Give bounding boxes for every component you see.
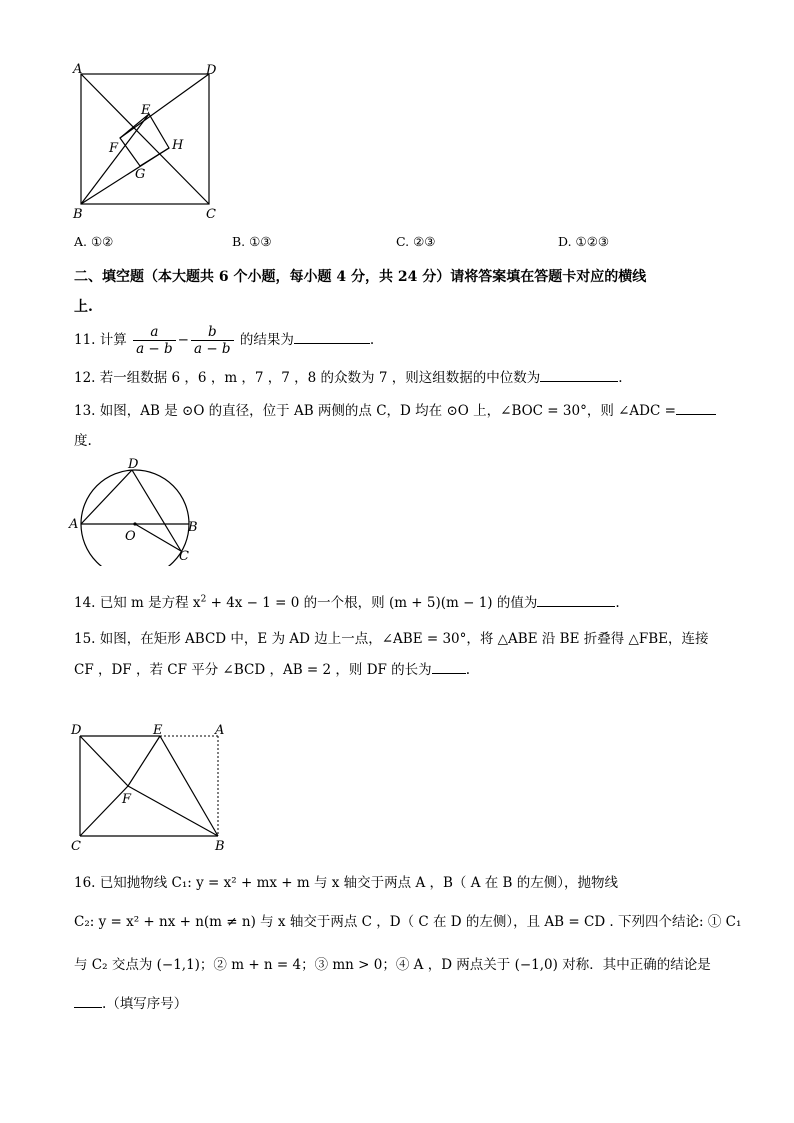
q12-answer-blank[interactable] — [540, 369, 618, 382]
option-c[interactable]: C. ②③ — [396, 234, 436, 249]
q13-text: 13. 如图，AB 是 ⊙O 的直径，位于 AB 两侧的点 C，D 均在 ⊙O 上，∠BOC = 30°，则 ∠ADC = — [74, 403, 676, 419]
q14-end: . — [615, 595, 620, 611]
label-E: E — [153, 723, 163, 738]
circle-figure — [66, 458, 206, 566]
q11-fraction-1 — [133, 324, 176, 357]
option-b[interactable]: B. ①③ — [232, 234, 272, 249]
label-C: C — [71, 839, 81, 854]
label-B: B — [73, 207, 83, 222]
q14-mid: + 4x − 1 = 0 的一个根，则 (m + 5)(m − 1) 的值为 — [206, 595, 538, 611]
q11-frac1-num: a — [133, 324, 176, 341]
square-figure — [70, 62, 230, 224]
label-A: A — [73, 62, 83, 77]
label-H: H — [172, 138, 184, 153]
line-E-B — [160, 736, 218, 836]
line-E-F — [128, 736, 160, 786]
q11-end: . — [369, 332, 375, 348]
question-13-line1 — [74, 402, 716, 420]
option-a[interactable]: A. ①② — [74, 234, 114, 249]
label-D: D — [128, 458, 139, 472]
question-16-line1: 16. 已知抛物线 C₁: y = x² + mx + m 与 x 轴交于两点 A ，B（ A 在 B 的左侧），抛物线 — [74, 875, 619, 891]
label-F: F — [109, 141, 119, 156]
question-15-line2 — [74, 661, 470, 679]
line-C-F — [80, 786, 128, 836]
q16-end: .（填写序号） — [102, 996, 188, 1012]
label-B: B — [215, 839, 225, 854]
label-A: A — [215, 723, 225, 738]
line-D-C — [132, 470, 181, 551]
question-13-line2: 度. — [74, 433, 92, 449]
q14-exponent: 2 — [200, 594, 207, 605]
q11-number: 11. — [74, 332, 96, 348]
line-A-H — [81, 74, 209, 204]
question-16-line2: C₂: y = x² + nx + n(m ≠ n) 与 x 轴交于两点 C ，D（ C 在 D 的左侧），且 AB = CD . 下列四个结论: ① C₁ — [74, 914, 742, 930]
line-D-F — [80, 736, 128, 786]
question-16-line4 — [74, 995, 187, 1013]
q11-pre: 计算 — [99, 332, 127, 348]
circle-O — [81, 470, 189, 566]
section-heading-line1: 二、填空题（本大题共 6 个小题，每小题 4 分，共 24 分）请将答案填在答题卡对应的横线 — [74, 269, 647, 285]
label-C: C — [206, 207, 216, 222]
label-D: D — [206, 63, 217, 78]
label-D: D — [71, 723, 82, 738]
label-E: E — [141, 103, 151, 118]
label-F: F — [122, 792, 132, 807]
line-O-C — [135, 524, 181, 551]
q15-answer-blank[interactable] — [432, 661, 466, 674]
label-G: G — [135, 167, 146, 182]
label-C: C — [179, 549, 189, 564]
option-d[interactable]: D. ①②③ — [558, 234, 610, 249]
section-heading-line2: 上. — [74, 299, 93, 315]
q14-answer-blank[interactable] — [537, 594, 615, 607]
q14-pre: 14. 已知 m 是方程 x — [74, 595, 201, 611]
line-D-F — [120, 74, 209, 138]
q15-text: CF ，DF ，若 CF 平分 ∠BCD ，AB = 2 ，则 DF 的长为 — [74, 662, 432, 678]
line-B-E — [81, 114, 149, 204]
q12-text: 12. 若一组数据 6 ，6 ，m ，7 ，7 ，8 的众数为 7 ，则这组数据的中位数为 — [74, 370, 541, 386]
q11-frac1-den: a − b — [136, 341, 173, 357]
q11-answer-blank[interactable] — [294, 331, 370, 344]
q13-answer-blank[interactable] — [676, 402, 716, 415]
question-12 — [74, 369, 623, 387]
q11-frac2-num: b — [191, 324, 234, 341]
q11-post: 的结果为 — [239, 332, 294, 348]
q11-minus: − — [177, 332, 189, 348]
q16-answer-blank[interactable] — [74, 995, 102, 1008]
label-O: O — [125, 529, 136, 544]
q11-fraction-2 — [191, 324, 234, 357]
question-15-line1: 15. 如图，在矩形 ABCD 中，E 为 AD 边上一点，∠ABE = 30°，将 △ABE 沿 BE 折叠得 △FBE，连接 — [74, 631, 709, 647]
line-F-B — [128, 786, 218, 836]
center-point-O — [133, 522, 136, 525]
question-14 — [74, 594, 620, 612]
q11-frac2-den: a − b — [193, 341, 231, 357]
q12-end: . — [618, 370, 623, 386]
label-B: B — [188, 520, 198, 535]
q15-end: . — [465, 662, 470, 678]
question-16-line3: 与 C₂ 交点为 (−1,1)；② m + n = 4；③ mn > 0；④ A ，D 两点关于 (−1,0) 对称．其中正确的结论是 — [74, 957, 711, 973]
label-A: A — [69, 517, 79, 532]
question-11 — [74, 324, 374, 357]
rectangle-figure — [68, 718, 230, 854]
